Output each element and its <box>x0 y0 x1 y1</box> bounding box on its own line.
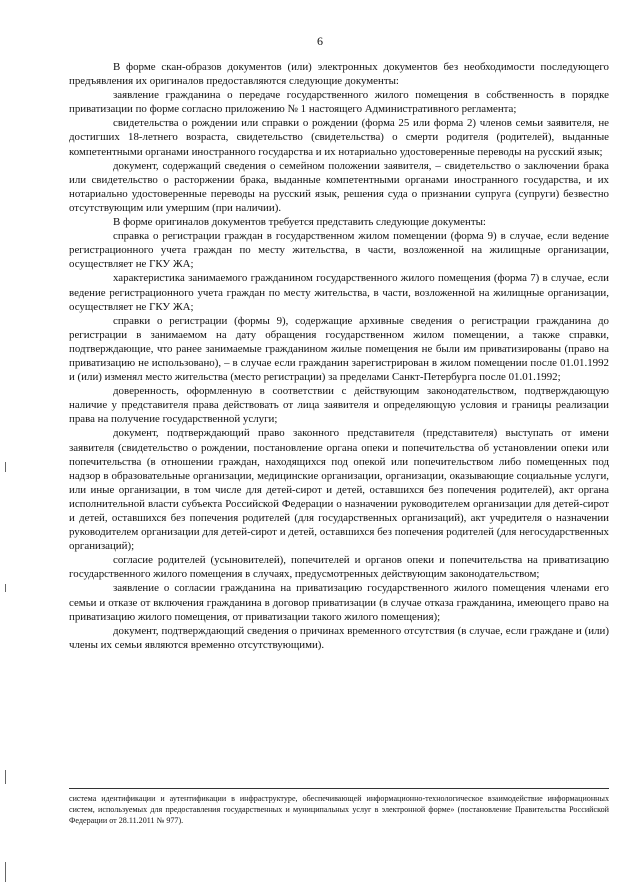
paragraph-guardian-consent: согласие родителей (усыновителей), попечителей и органов опеки и попечительства на приватизацию государственного жилого помещения в случаях, предусмотренных действующим законодательством; <box>69 554 609 581</box>
footnote-text: система идентификации и аутентификации в инфраструктуре, обеспечивающей информационно-технологическое взаимодействие информационных систем, используемых для предоставления государственных и муниципальных услуг в электронной форме» (постановление Правительства Российской Федерации от 28.11.2011 № 977). <box>69 794 609 826</box>
paragraph-archive-certificates: справки о регистрации (формы 9), содержащие архивные сведения о регистрации гражданина до регистрации в занимаемом на дату обращения государственном жилом помещении, а также справки, подтверждающие, что ранее занимаемые гражданином жилые помещения не были им приватизированы (право на приватизацию не использовано), – в случае если гражданин зарегистрирован в жилом помещении после 01.01.1992 и (или) изменял место жительства (место регистрации) за пределами Санкт-Петербурга после 01.01.1992; <box>69 314 609 384</box>
paragraph-legal-representative: документ, подтверждающий право законного представителя (представителя) выступать от имени заявителя (свидетельство о рождении, постановление органа опеки и попечительства об установлении опеки или попечительства (в отношении граждан, находящихся под опекой или попечительством либо помещенных под надзор в образовательные организации, медицинские организации, организации, оказывающие социальные услуги, или иные организации, в том числе для детей-сирот и детей, оставшихся без попечения родителей), акт органа исполнительной власти субъекта Российской Федерации о назначении руководителем организации для детей-сирот и детей, оставшихся без попечения родителей (для государственных организаций), акт учредителя о назначении руководителем организации для детей-сирот и детей, оставшихся без попечения родителей (для негосударственных организаций); <box>69 427 609 553</box>
paragraph-housing-characteristic: характеристика занимаемого гражданином государственного жилого помещения (форма 7) в случае, если ведение регистрационного учета граждан по месту жительства, в части, возложенной на жилищные организации, осуществляет не ГКУ ЖА; <box>69 272 609 313</box>
footnote <box>69 793 609 827</box>
paragraph-application: заявление гражданина о передаче государственного жилого помещения в собственность в порядке приватизации по форме согласно приложению № 1 настоящего Административного регламента; <box>69 89 609 116</box>
paragraph-temporary-absence: документ, подтверждающий сведения о причинах временного отсутствия (в случае, если граждане и (или) члены их семьи являются временно отсутствующими). <box>69 624 609 651</box>
paragraph-registration-certificate: справка о регистрации граждан в государственном жилом помещении (форма 9) в случае, если ведение регистрационного учета граждан по месту жительства, в части, возложенной на жилищные организации, осуществляет не ГКУ ЖА; <box>69 230 609 271</box>
document-body <box>69 60 609 652</box>
footnote-separator <box>69 788 609 789</box>
page-number: 6 <box>317 34 323 48</box>
scan-margin-mark <box>5 862 6 882</box>
paragraph-power-of-attorney: доверенность, оформленную в соответствии с действующим законодательством, подтверждающую наличие у представителя права действовать от лица заявителя и определяющую условия и границы реализации права на получение государственной услуги; <box>69 385 609 426</box>
paragraph-family-consent: заявление о согласии гражданина на приватизацию государственного жилого помещения членами его семьи и отказе от включения гражданина в договор приватизации (в случае отказа гражданина, имеющего право на приватизацию жилого помещения, от приватизации такого жилого помещения); <box>69 582 609 623</box>
paragraph-family-status: документ, содержащий сведения о семейном положении заявителя, – свидетельство о заключении брака или свидетельство о расторжении брака, выданные компетентными органами иностранного государства, и их нотариально удостоверенные переводы на русский язык, решения суда о признании супруга (супруги) безвестно отсутствующим или умершим (при наличии). <box>69 159 609 214</box>
scan-margin-mark <box>5 770 6 784</box>
scan-margin-mark <box>5 584 6 592</box>
paragraph-intro-scans: В форме скан-образов документов (или) электронных документов без необходимости последующего предъявления их оригиналов предоставляются следующие документы: <box>69 61 609 88</box>
paragraph-birth-certificates: свидетельства о рождении или справки о рождении (форма 25 или форма 2) членов семьи заявителя, не достигших 18-летнего возраста, свидетельство (свидетельства) о смерти родителя (родителей), выданные компетентными органами иностранного государства и их нотариально удостоверенные переводы на русский язык; <box>69 117 609 158</box>
scan-margin-mark <box>5 462 6 472</box>
paragraph-intro-originals: В форме оригиналов документов требуется представить следующие документы: <box>113 216 486 229</box>
